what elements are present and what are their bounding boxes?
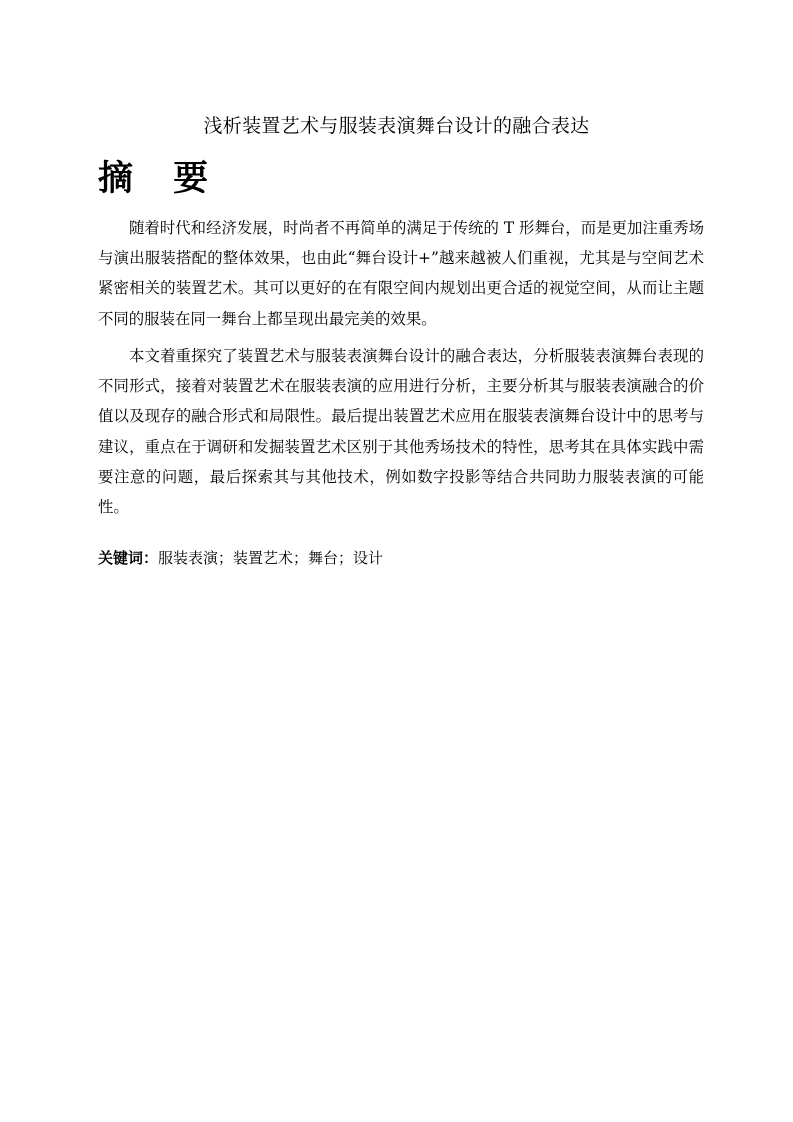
keywords-line xyxy=(98,545,383,571)
abstract-paragraph-2: 本文着重探究了装置艺术与服装表演舞台设计的融合表达，分析服装表演舞台表现的不同形式，接着对装置艺术在服装表演的应用进行分析，主要分析其与服装表演融合的价值以及现存的融合形式和局限性。最后提出装置艺术应用在服装表演舞台设计中的思考与建议，重点在于调研和发掘装置艺术区别于其他秀场技术的特性，思考其在具体实践中需要注意的问题，最后探索其与其他技术，例如数字投影等结合共同助力服装表演的可能性。 xyxy=(98,347,704,517)
keywords-label: 关键词： xyxy=(98,549,159,567)
abstract-heading: 摘 要 xyxy=(98,159,223,199)
document-title: 浅析装置艺术与服装表演舞台设计的融合表达 xyxy=(203,115,590,137)
abstract-paragraph-1: 随着时代和经济发展，时尚者不再简单的满足于传统的 T 形舞台，而是更加注重秀场与演出服装搭配的整体效果，也由此“舞台设计+”越来越被人们重视，尤其是与空间艺术紧密相关的装置艺术。其可以更好的在有限空间内规划出更合适的视觉空间，从而让主题不同的服装在同一舞台上都呈现出最完美的效果。 xyxy=(98,219,704,328)
keywords-text: 服装表演；装置艺术；舞台；设计 xyxy=(158,549,384,567)
